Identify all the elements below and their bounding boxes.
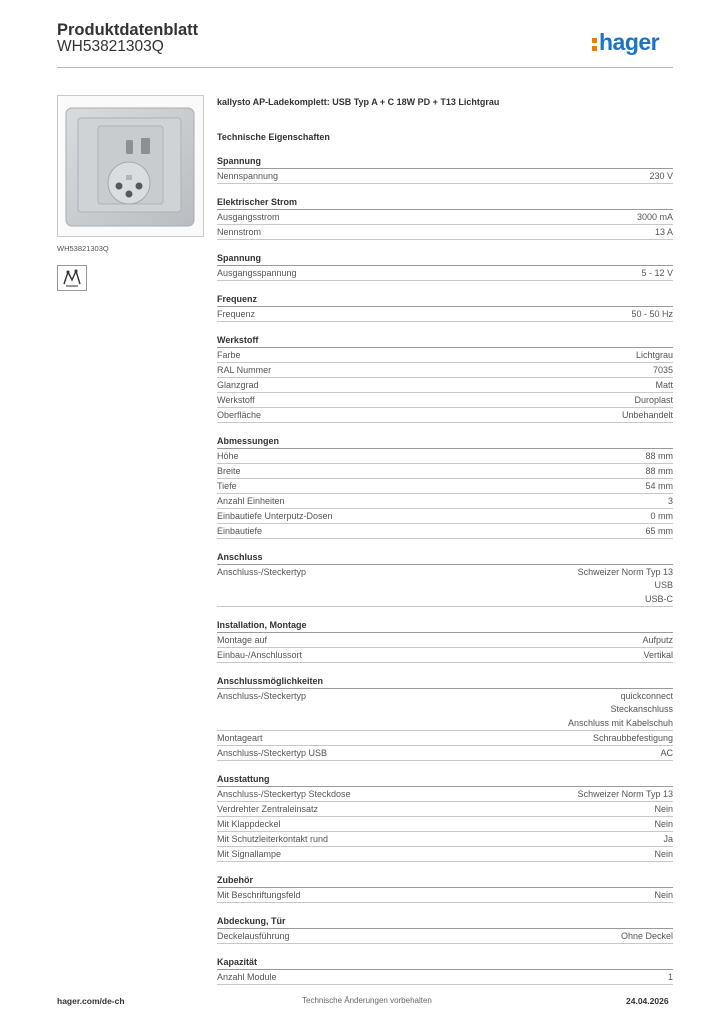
property-value xyxy=(568,690,673,731)
property-value-line: 1 xyxy=(667,971,673,982)
property-value-line: 7035 xyxy=(652,364,673,375)
hager-logo xyxy=(592,29,659,56)
header-divider xyxy=(57,67,673,68)
property-label: Mit Schutzleiterkontakt rund xyxy=(217,833,329,844)
property-row xyxy=(217,847,673,862)
property-value xyxy=(631,308,673,322)
property-value xyxy=(668,971,673,985)
property-value xyxy=(654,803,673,817)
property-label: Verdrehter Zentraleinsatz xyxy=(217,803,319,814)
property-value xyxy=(653,364,673,378)
property-section xyxy=(217,155,673,184)
property-sections xyxy=(217,155,673,985)
property-row xyxy=(217,689,673,731)
property-section xyxy=(217,435,673,539)
section-title: Spannung xyxy=(217,155,673,169)
property-value-line: Nein xyxy=(654,818,673,829)
section-title: Kapazität xyxy=(217,956,673,970)
footer-date: 24.04.2026 xyxy=(626,996,669,1006)
property-value xyxy=(636,349,673,363)
logo-dots-icon xyxy=(592,35,597,52)
property-value-line: quickconnect xyxy=(620,690,673,701)
property-row xyxy=(217,225,673,240)
section-title: Anschlussmöglichkeiten xyxy=(217,675,673,689)
property-value-line: Aufputz xyxy=(642,634,673,645)
property-section xyxy=(217,675,673,761)
property-label: Nennstrom xyxy=(217,226,262,237)
property-value-line: 54 mm xyxy=(645,480,673,491)
property-label: Werkstoff xyxy=(217,394,255,405)
property-value-line: USB xyxy=(654,580,673,590)
property-value-line: 65 mm xyxy=(645,525,673,536)
property-value-line: 0 mm xyxy=(650,510,673,521)
property-value-line: Lichtgrau xyxy=(635,349,673,360)
property-row xyxy=(217,731,673,746)
property-row xyxy=(217,633,673,648)
eco-symbol-icon xyxy=(57,265,87,291)
property-value xyxy=(649,170,673,184)
property-row xyxy=(217,888,673,903)
property-label: Ausgangsstrom xyxy=(217,211,280,222)
property-section xyxy=(217,551,673,607)
section-title: Ausstattung xyxy=(217,773,673,787)
property-label: Einbautiefe xyxy=(217,525,263,536)
property-label: Farbe xyxy=(217,349,241,360)
property-row xyxy=(217,307,673,322)
property-value xyxy=(637,211,673,225)
property-value-line: Duroplast xyxy=(634,394,673,405)
property-value-line: 3 xyxy=(667,495,673,506)
property-section xyxy=(217,334,673,423)
property-value xyxy=(642,634,673,648)
property-label: Oberfläche xyxy=(217,409,262,420)
property-value xyxy=(621,930,673,944)
property-value xyxy=(654,848,673,862)
property-section xyxy=(217,619,673,663)
property-label: Deckelausführung xyxy=(217,930,290,941)
property-value xyxy=(645,450,673,464)
property-value-line: Ja xyxy=(663,833,673,844)
property-value xyxy=(578,566,673,607)
property-value-line: 88 mm xyxy=(645,450,673,461)
property-row xyxy=(217,479,673,494)
property-label: Mit Beschriftungsfeld xyxy=(217,889,301,900)
property-value-line: Ohne Deckel xyxy=(620,930,673,941)
property-row xyxy=(217,449,673,464)
property-value-line: Steckanschluss xyxy=(610,704,673,714)
property-section xyxy=(217,915,673,944)
technical-properties-heading: Technische Eigenschaften xyxy=(217,132,330,142)
property-label: Anzahl Einheiten xyxy=(217,495,285,506)
property-row xyxy=(217,746,673,761)
property-label: Frequenz xyxy=(217,308,256,319)
property-row xyxy=(217,929,673,944)
article-number: WH53821303Q xyxy=(57,38,164,55)
property-value xyxy=(654,889,673,903)
property-row xyxy=(217,565,673,607)
property-value-line: 5 - 12 V xyxy=(641,267,673,278)
property-value-line: 88 mm xyxy=(645,465,673,476)
property-value xyxy=(645,525,673,539)
property-row xyxy=(217,363,673,378)
property-label: Einbautiefe Unterputz-Dosen xyxy=(217,510,333,521)
property-value-line: 230 V xyxy=(649,170,673,181)
property-row xyxy=(217,787,673,802)
property-value-line: Nein xyxy=(654,803,673,814)
property-value xyxy=(622,409,673,423)
property-section xyxy=(217,293,673,322)
property-label: Montageart xyxy=(217,732,263,743)
socket-photo-icon xyxy=(58,96,203,236)
main-content xyxy=(217,95,673,985)
property-value-line: 50 - 50 Hz xyxy=(631,308,673,319)
property-value-line: Anschluss mit Kabelschuh xyxy=(567,717,673,728)
section-title: Zubehör xyxy=(217,874,673,888)
property-section xyxy=(217,196,673,240)
section-title: Installation, Montage xyxy=(217,619,673,633)
property-row xyxy=(217,378,673,393)
section-title: Anschluss xyxy=(217,551,673,565)
property-row xyxy=(217,494,673,509)
property-value-line: Schweizer Norm Typ 13 xyxy=(577,788,673,799)
property-value-line: Nein xyxy=(654,889,673,900)
property-row xyxy=(217,802,673,817)
property-label: Höhe xyxy=(217,450,239,461)
property-label: Anschluss-/Steckertyp Steckdose xyxy=(217,788,351,799)
property-value xyxy=(578,788,673,802)
property-label: Anschluss-/Steckertyp xyxy=(217,690,307,701)
property-section xyxy=(217,773,673,862)
property-label: Mit Klappdeckel xyxy=(217,818,281,829)
section-title: Elektrischer Strom xyxy=(217,196,673,210)
product-image xyxy=(57,95,204,237)
property-value xyxy=(634,394,673,408)
property-value xyxy=(641,267,673,281)
property-label: RAL Nummer xyxy=(217,364,272,375)
property-row xyxy=(217,348,673,363)
property-label: Glanzgrad xyxy=(217,379,259,390)
section-title: Frequenz xyxy=(217,293,673,307)
footer-notice: Technische Änderungen vorbehalten xyxy=(302,996,432,1005)
property-label: Anschluss-/Steckertyp USB xyxy=(217,747,328,758)
property-value-line: 13 A xyxy=(654,226,673,237)
property-value xyxy=(655,226,673,240)
property-label: Anzahl Module xyxy=(217,971,277,982)
property-value xyxy=(654,818,673,832)
property-row xyxy=(217,210,673,225)
property-row xyxy=(217,393,673,408)
property-row xyxy=(217,169,673,184)
property-row xyxy=(217,509,673,524)
property-value-line: Nein xyxy=(654,848,673,859)
product-title: kallysto AP-Ladekomplett: USB Typ A + C 18W PD + T13 Lichtgrau xyxy=(217,97,500,107)
property-section xyxy=(217,252,673,281)
page-title: Produktdatenblatt xyxy=(57,21,199,39)
property-row xyxy=(217,832,673,847)
image-caption: WH53821303Q xyxy=(57,244,109,253)
property-value-line: Matt xyxy=(655,379,673,390)
property-section xyxy=(217,956,673,985)
property-label: Ausgangsspannung xyxy=(217,267,297,278)
property-value-line: Schraubbefestigung xyxy=(592,732,673,743)
property-value xyxy=(645,465,673,479)
property-value-line: Vertikal xyxy=(643,649,673,660)
property-label: Anschluss-/Steckertyp xyxy=(217,566,307,577)
property-value-line: AC xyxy=(660,747,673,758)
property-value-line: 3000 mA xyxy=(636,211,673,222)
property-label: Breite xyxy=(217,465,241,476)
footer-website: hager.com/de-ch xyxy=(57,996,125,1006)
property-label: Tiefe xyxy=(217,480,237,491)
property-value xyxy=(663,833,673,847)
property-value xyxy=(660,747,673,761)
property-row xyxy=(217,648,673,663)
property-label: Mit Signallampe xyxy=(217,848,282,859)
property-value-line: Schweizer Norm Typ 13 xyxy=(577,566,673,577)
property-row xyxy=(217,266,673,281)
property-row xyxy=(217,524,673,539)
property-row xyxy=(217,970,673,985)
property-row xyxy=(217,408,673,423)
property-value xyxy=(645,480,673,494)
property-value xyxy=(668,495,673,509)
property-label: Einbau-/Anschlussort xyxy=(217,649,303,660)
property-value xyxy=(651,510,674,524)
section-title: Spannung xyxy=(217,252,673,266)
property-section xyxy=(217,874,673,903)
property-value-line: USB-C xyxy=(644,593,673,604)
property-value xyxy=(643,649,673,663)
property-value xyxy=(593,732,673,746)
section-title: Abdeckung, Tür xyxy=(217,915,673,929)
property-value xyxy=(655,379,673,393)
section-title: Abmessungen xyxy=(217,435,673,449)
logo-text: hager xyxy=(599,29,660,55)
property-row xyxy=(217,464,673,479)
property-label: Montage auf xyxy=(217,634,268,645)
property-value-line: Unbehandelt xyxy=(621,409,673,420)
section-title: Werkstoff xyxy=(217,334,673,348)
property-label: Nennspannung xyxy=(217,170,279,181)
property-row xyxy=(217,817,673,832)
